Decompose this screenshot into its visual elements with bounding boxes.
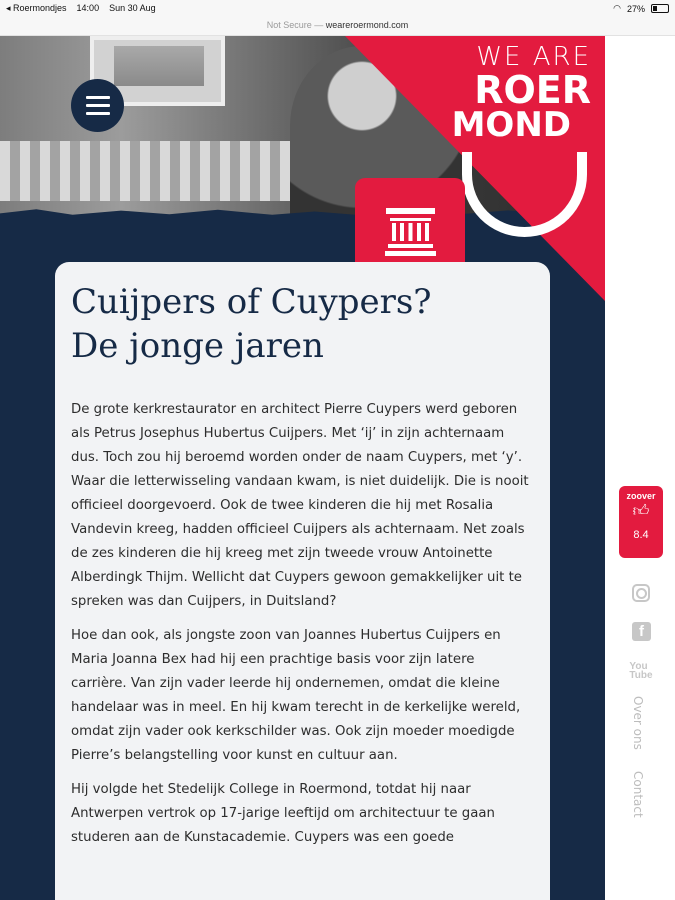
page: [0, 36, 605, 900]
hero-radiator: [0, 141, 290, 201]
address-bar[interactable]: [0, 18, 675, 36]
article-paragraph: Hoe dan ook, als jongste zoon van Joannes Hubertus Cuijpers en Maria Joanna Bex had hij een prachtige basis voor zijn latere carrière. Van zijn vader leerde hij ondernemen, omdat die kleine handelaar was in meel. En hij kwam terecht in de kerkelijke wereld, omdat zijn vader ook kerkschilder was. Ook zijn moeder moedigde Pierre’s belangstelling voor kunst en cultuur aan.: [71, 628, 521, 763]
article-card: [55, 262, 550, 900]
logo-line-2: ROER: [474, 68, 591, 112]
youtube-icon[interactable]: You Tube: [629, 661, 653, 681]
zoover-rating-badge[interactable]: [619, 486, 663, 558]
logo-line-1: WE ARE: [476, 42, 591, 72]
url-domain: weareroermond.com: [325, 20, 409, 30]
menu-button[interactable]: [71, 79, 124, 132]
social-rail: [605, 36, 675, 900]
status-time: 14:00: [76, 3, 100, 13]
contact-link[interactable]: Contact: [631, 771, 645, 818]
logo-line-3: MOND: [451, 105, 571, 145]
article-paragraph: De grote kerkrestaurator en architect Pierre Cuypers werd geboren als Petrus Josephus Hubertus Cuijpers. Met ‘ij’ in zijn achternaam dus. Toch zou hij beroemd worden onder de naam Cuypers, met ‘y’. Waar die letterwisseling vandaan kwam, is niet duidelijk. Die is nooit officieel doorgevoerd. Ook de twee kinderen die hij met Rosalia Vandevin kreeg, hadden officieel Cuijpers als achternaam. Net zoals de zes kinderen die hij kreeg met zijn tweede vrouw Antoinette Alberdingk Thijm. Wellicht dat Cuypers gewoon gemakkelijker uit te spreken was dan Cuijpers, in Duitsland?: [71, 402, 529, 609]
article-title: Cuijpers of Cuypers? De jonge jaren: [71, 282, 432, 366]
battery-percent: 27%: [626, 3, 645, 14]
status-bar: [0, 0, 675, 18]
thumbs-up-icon: 👍︎: [632, 503, 650, 520]
zoover-label: zoover: [626, 491, 656, 501]
hamburger-line: [86, 112, 110, 115]
museum-icon: [383, 206, 438, 258]
site-logo[interactable]: [421, 42, 591, 145]
battery-icon: [651, 4, 669, 13]
hamburger-line: [86, 104, 110, 107]
status-date: Sun 30 Aug: [109, 3, 156, 13]
facebook-icon[interactable]: f: [632, 622, 651, 641]
zoover-score: 8.4: [633, 529, 649, 541]
article-paragraph: Hij volgde het Stedelijk College in Roermond, totdat hij naar Antwerpen vertrok op 17-jarige leeftijd om architectuur te gaan studeren aan de Kunstacademie. Cuypers was een goede: [71, 782, 495, 845]
hamburger-icon: [86, 96, 110, 99]
wifi-icon: ◠: [613, 3, 621, 13]
instagram-icon[interactable]: [632, 584, 650, 602]
back-app-label[interactable]: ◂ Roermondjes: [6, 3, 67, 13]
security-label: Not Secure —: [266, 20, 326, 30]
about-link[interactable]: Over ons: [631, 696, 645, 750]
